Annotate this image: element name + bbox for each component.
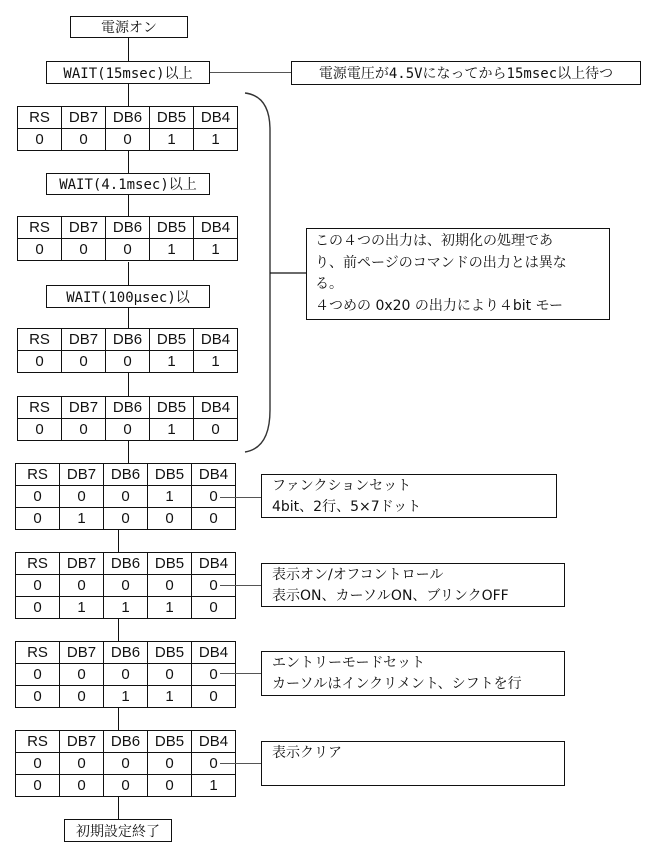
value-db6: 0 <box>106 239 150 261</box>
flow-connector <box>128 150 129 174</box>
header-db5: DB5 <box>150 329 194 351</box>
note-line: り、前ページのコマンドの出力とは異な <box>315 254 567 271</box>
header-db4: DB4 <box>194 397 238 419</box>
value-db4: 0 <box>194 419 238 441</box>
header-db7: DB7 <box>62 217 106 239</box>
value-db7: 0 <box>62 351 106 373</box>
display-control-note <box>261 563 565 607</box>
header-rs: RS <box>18 217 62 239</box>
header-row <box>18 217 238 239</box>
value-rs: 0 <box>16 664 60 686</box>
value-db7: 0 <box>60 775 104 797</box>
header-row <box>16 642 236 664</box>
note-connector <box>220 673 262 674</box>
value-row <box>16 597 236 619</box>
value-row <box>18 129 238 151</box>
header-db6: DB6 <box>106 217 150 239</box>
register-table-init-3 <box>17 328 238 373</box>
header-db5: DB5 <box>148 642 192 664</box>
value-db6: 0 <box>104 775 148 797</box>
value-db7: 0 <box>60 686 104 708</box>
register-table-clear-display <box>15 730 236 797</box>
value-db6: 1 <box>104 597 148 619</box>
value-rs: 0 <box>16 486 60 508</box>
value-db4: 0 <box>192 486 236 508</box>
value-row <box>18 351 238 373</box>
header-db4: DB4 <box>192 642 236 664</box>
value-db4: 1 <box>194 351 238 373</box>
value-db5: 0 <box>148 753 192 775</box>
value-rs: 0 <box>18 239 62 261</box>
init-explanation-note <box>306 228 610 320</box>
value-db4: 0 <box>192 508 236 530</box>
value-db5: 1 <box>148 486 192 508</box>
clear-display-note <box>261 741 565 786</box>
function-set-note <box>261 474 557 518</box>
flow-connector <box>128 194 129 216</box>
value-db5: 1 <box>150 239 194 261</box>
header-db7: DB7 <box>60 553 104 575</box>
header-db4: DB4 <box>192 464 236 486</box>
flow-connector <box>128 262 129 286</box>
value-rs: 0 <box>16 686 60 708</box>
value-db5: 1 <box>150 129 194 151</box>
header-db6: DB6 <box>104 731 148 753</box>
value-rs: 0 <box>16 775 60 797</box>
header-db6: DB6 <box>104 553 148 575</box>
header-db5: DB5 <box>148 553 192 575</box>
header-row <box>16 464 236 486</box>
entry-mode-note <box>261 651 565 696</box>
value-db4: 0 <box>192 597 236 619</box>
value-db7: 0 <box>62 419 106 441</box>
value-db7: 0 <box>60 486 104 508</box>
value-db7: 0 <box>60 575 104 597</box>
header-rs: RS <box>16 642 60 664</box>
value-row <box>16 575 236 597</box>
note-line: ４つめの 0x20 の出力により４bit モー <box>315 297 564 314</box>
value-db7: 0 <box>62 129 106 151</box>
value-db5: 0 <box>148 508 192 530</box>
header-db7: DB7 <box>60 642 104 664</box>
value-db4: 0 <box>192 753 236 775</box>
value-rs: 0 <box>16 575 60 597</box>
value-db5: 1 <box>150 419 194 441</box>
value-db4: 0 <box>192 664 236 686</box>
value-db7: 0 <box>60 753 104 775</box>
value-rs: 0 <box>18 351 62 373</box>
value-db7: 1 <box>60 508 104 530</box>
flow-connector <box>118 529 119 553</box>
flow-connector <box>128 440 129 464</box>
value-row <box>16 753 236 775</box>
value-db7: 1 <box>60 597 104 619</box>
flow-connector <box>128 307 129 329</box>
header-db6: DB6 <box>106 397 150 419</box>
value-db4: 0 <box>192 575 236 597</box>
value-rs: 0 <box>16 597 60 619</box>
header-db6: DB6 <box>106 107 150 129</box>
header-db5: DB5 <box>150 397 194 419</box>
flow-connector <box>118 796 119 820</box>
value-db5: 1 <box>148 597 192 619</box>
header-db6: DB6 <box>104 464 148 486</box>
header-db7: DB7 <box>62 107 106 129</box>
wait-15msec-box: WAIT(15msec)以上 <box>46 61 210 84</box>
header-db7: DB7 <box>60 731 104 753</box>
value-row <box>18 239 238 261</box>
note-connector <box>210 72 292 73</box>
value-row <box>18 419 238 441</box>
note-title: エントリーモードセット <box>272 655 426 671</box>
start-box: 電源オン <box>70 16 188 38</box>
note-connector <box>220 585 262 586</box>
wait-100usec-box: WAIT(100μsec)以 <box>46 285 210 308</box>
value-db6: 0 <box>104 508 148 530</box>
flow-connector <box>128 84 129 106</box>
register-table-entry-mode <box>15 641 236 708</box>
end-box: 初期設定終了 <box>64 819 172 842</box>
register-table-init-2 <box>17 216 238 261</box>
note-title: 表示オン/オフコントロール <box>272 567 444 583</box>
header-db7: DB7 <box>62 329 106 351</box>
header-db5: DB5 <box>148 731 192 753</box>
header-db4: DB4 <box>194 329 238 351</box>
value-db6: 0 <box>106 351 150 373</box>
header-rs: RS <box>18 329 62 351</box>
value-db4: 0 <box>192 686 236 708</box>
header-db4: DB4 <box>192 553 236 575</box>
header-db4: DB4 <box>192 731 236 753</box>
value-rs: 0 <box>18 419 62 441</box>
value-db6: 0 <box>104 664 148 686</box>
note-line: る。 <box>315 276 343 292</box>
header-rs: RS <box>16 731 60 753</box>
value-db6: 0 <box>106 129 150 151</box>
value-row <box>16 775 236 797</box>
value-db5: 1 <box>148 686 192 708</box>
header-rs: RS <box>18 397 62 419</box>
note-line: この４つの出力は、初期化の処理であ <box>315 233 553 249</box>
note-detail: 表示ON、カーソルON、ブリンクOFF <box>272 588 509 604</box>
header-db5: DB5 <box>150 107 194 129</box>
header-row <box>18 397 238 419</box>
value-db4: 1 <box>192 775 236 797</box>
value-rs: 0 <box>16 753 60 775</box>
value-db4: 1 <box>194 239 238 261</box>
header-row <box>18 107 238 129</box>
flow-connector <box>128 373 129 397</box>
header-db6: DB6 <box>106 329 150 351</box>
header-rs: RS <box>16 464 60 486</box>
value-db7: 0 <box>62 239 106 261</box>
header-db6: DB6 <box>104 642 148 664</box>
value-db6: 0 <box>104 575 148 597</box>
value-db6: 1 <box>104 686 148 708</box>
header-db5: DB5 <box>148 464 192 486</box>
header-db4: DB4 <box>194 107 238 129</box>
register-table-display-control <box>15 552 236 619</box>
header-rs: RS <box>16 553 60 575</box>
header-row <box>16 553 236 575</box>
note-title: 表示クリア <box>272 745 342 761</box>
header-row <box>18 329 238 351</box>
value-rs: 0 <box>16 508 60 530</box>
value-db5: 1 <box>150 351 194 373</box>
note-connector <box>220 763 262 764</box>
header-row <box>16 731 236 753</box>
value-row <box>16 486 236 508</box>
power-voltage-note: 電源電圧が4.5Vになってから15msec以上待つ <box>291 61 641 85</box>
header-db5: DB5 <box>150 217 194 239</box>
wait-4-1msec-box: WAIT(4.1msec)以上 <box>46 173 210 195</box>
register-table-function-set <box>15 463 236 530</box>
value-db5: 0 <box>148 575 192 597</box>
note-title: ファンクションセット <box>272 478 412 494</box>
value-db4: 1 <box>194 129 238 151</box>
value-db7: 0 <box>60 664 104 686</box>
value-db6: 0 <box>104 486 148 508</box>
value-row <box>16 508 236 530</box>
register-table-init-1 <box>17 106 238 151</box>
value-db5: 0 <box>148 775 192 797</box>
value-db5: 0 <box>148 664 192 686</box>
register-table-init-4 <box>17 396 238 441</box>
note-detail: カーソルはインクリメント、シフトを行 <box>272 676 522 692</box>
note-connector <box>220 497 262 498</box>
flow-connector <box>128 37 129 62</box>
value-db6: 0 <box>106 419 150 441</box>
value-rs: 0 <box>18 129 62 151</box>
header-rs: RS <box>18 107 62 129</box>
value-row <box>16 686 236 708</box>
header-db4: DB4 <box>194 217 238 239</box>
header-db7: DB7 <box>62 397 106 419</box>
flow-connector <box>118 618 119 642</box>
value-db6: 0 <box>104 753 148 775</box>
value-row <box>16 664 236 686</box>
right-brace-icon <box>240 90 280 460</box>
note-detail: 4bit、2行、5×7ドット <box>272 499 422 515</box>
header-db7: DB7 <box>60 464 104 486</box>
flow-connector <box>118 707 119 731</box>
